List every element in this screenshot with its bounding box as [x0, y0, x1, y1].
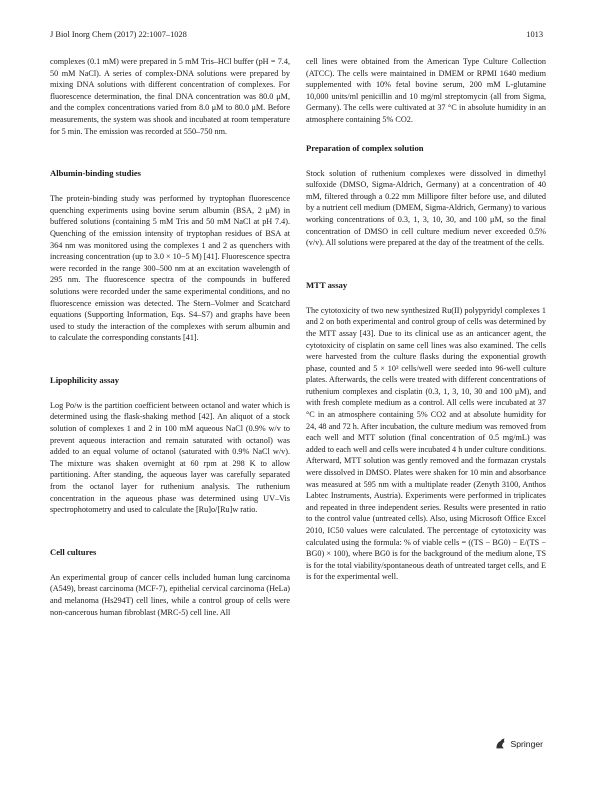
paragraph-complex-solution: Stock solution of ruthenium complexes were dissolved in dimethyl sulfoxide (DMSO, Sigma-Aldrich, Germany) at a concentration of 40 mM, filtered through a 0.22 mm Millipore filter before use, and diluted by a nutrient cell medium (DMEM, Sigma-Aldrich, Germany) to various working concentrations of 0.3, 1, 3, 10, 30, and 100 μM, so the final concentration of DMSO in cell culture medium never exceeded 0.5% (v/v). All solutions were prepared at the day of the treatment of the cells.: [306, 168, 546, 248]
paragraph-cell-cultures-continued: cell lines were obtained from the American Type Culture Collection (ATCC). The cells were maintained in DMEM or RPMI 1640 medium supplemented with 10% fetal bovine serum, 200 mM L-glutamine 10,000 units/ml penicillin and 10 mg/ml streptomycin (all from Sigma, Germany). The cells were cultivated at 37 °C in absolute humidity in an atmosphere containing 5% CO2.: [306, 57, 546, 124]
publisher-footer: [494, 737, 543, 750]
right-column: [306, 56, 546, 583]
journal-reference: J Biol Inorg Chem (2017) 22:1007–1028: [50, 30, 187, 39]
heading-mtt-assay: MTT assay: [306, 279, 348, 290]
heading-lipophilicity: Lipophilicity assay: [50, 374, 120, 385]
paragraph-dna-binding-continued: complexes (0.1 mM) were prepared in 5 mM Tris–HCl buffer (pH = 7.4, 50 mM NaCl). A series of complex-DNA solutions were prepared by mixing DNA solutions with different concentration of complexes. For fluorescence determination, the final DNA concentration was 80.0 μM, and the complex concentrations varied from 8.0 μM to 80.0 μM. Before measurements, the system was shook and incubated at room temperature for 5 min. The emission was recorded at 550–750 nm.: [50, 57, 290, 136]
page-number: 1013: [526, 30, 543, 39]
springer-horse-icon: [494, 737, 507, 750]
heading-complex-solution: Preparation of complex solution: [306, 142, 424, 153]
publisher-name: Springer: [510, 738, 543, 749]
paragraph-albumin-binding: The protein-binding study was performed by tryptophan fluorescence quenching experiments using bovine serum albumin (BSA, 2 μM) in buffered solutions (containing 5 mM Tris and 50 mM NaCl at pH 7.4). Quenching of the emission intensity of tryptophan residues of BSA at 364 nm was monitored using the complexes 1 and 2 as quenchers with increasing concentration (up to 3.0 × 10−5 M) [41]. Fluorescence spectra were recorded in the range 300–500 nm at an excitation wavelength of 295 nm. The fluorescence spectra of the compounds in buffered solutions were recorded under the same experimental conditions, and no fluorescence emission was detected. The Stern–Volmer and Scatchard equations (Supporting Information, Eqs. S4–S7) and graphs have been used to study the interaction of the complexes with serum albumin and to calculate the corresponding constants [41].: [50, 194, 290, 343]
heading-cell-cultures: Cell cultures: [50, 546, 97, 557]
left-column: [50, 56, 290, 618]
paragraph-lipophilicity: Log Po/w is the partition coefficient between octanol and water which is determined using the flask-shaking method [42]. An aliquot of a stock solution of complexes 1 and 2 in 100 mM aqueous NaCl (0.9% w/v to prevent aqueous interaction and remain saturated with octanol) was added to an equal volume of octanol (saturated with 0.9% NaCl w/v). The mixture was shaken overnight at 60 rpm at 298 K to allow partitioning. After standing, the aqueous layer was carefully separated from the octanol layer for ruthenium analysis. The ruthenium concentration in the aqueous phase was determined using UV–Vis spectrophotometry and used to calculate the [Ru]o/[Ru]w ratio.: [50, 400, 290, 515]
paragraph-cell-cultures: An experimental group of cancer cells included human lung carcinoma (A549), breast carcinoma (MCF-7), epithelial cervical carcinoma (HeLa) and melanoma (Hs294T) cell lines, while a control group of cells were non-cancerous human fibroblast (MRC-5) cell line. All: [50, 572, 290, 617]
running-header: [50, 30, 543, 44]
paragraph-mtt-assay: The cytotoxicity of two new synthesized Ru(II) polypyridyl complexes 1 and 2 on both experimental and control group of cells was determined by the MTT assay [43]. Due to its clinical use as an anticancer agent, the cytotoxicity of cisplatin on same cell lines was also examined. The cells were harvested from the culture flasks during the exponential growth phase, counted and 5 × 10³ cells/well were seeded into 96-well culture plates. Afterwards, the cells were treated with different concentrations of ruthenium complexes and cisplatin (0.3, 1, 3, 10, 30 and 100 μM), and with fresh complete medium as a control. All cells were incubated at 37 °C in an atmosphere containing 5% CO2 and at absolute humidity for 24, 48 and 72 h. After incubation, the culture medium was removed from each well and MTT solution (final concentration of 0.5 mg/mL) was added to each well and cells were incubated 4 h under culture conditions. Afterward, MTT solution was gently removed and the formazan crystals were dissolved in DMSO. Plates were shaken for 10 min and absorbance was measured at 595 nm with a multiplate reader (Zenyth 3100, Anthos Labtec Instruments, Austria). Experiments were performed in triplicates and repeated in three independent series. Results were presented in ratio to the control value (untreated cells). Also, using Microsoft Office Excel 2010, IC50 values were calculated. The percentage of cytotoxicity was calculated using the formula: % of viable cells = ((TS − BG0) − E/(TS − BG0) × 100), where BG0 is for the background of the medium alone, TS is for the total viability/spontaneous death of untreated target cells, and E is for the experimental well.: [306, 305, 546, 582]
heading-albumin-binding: Albumin-binding studies: [50, 168, 141, 179]
